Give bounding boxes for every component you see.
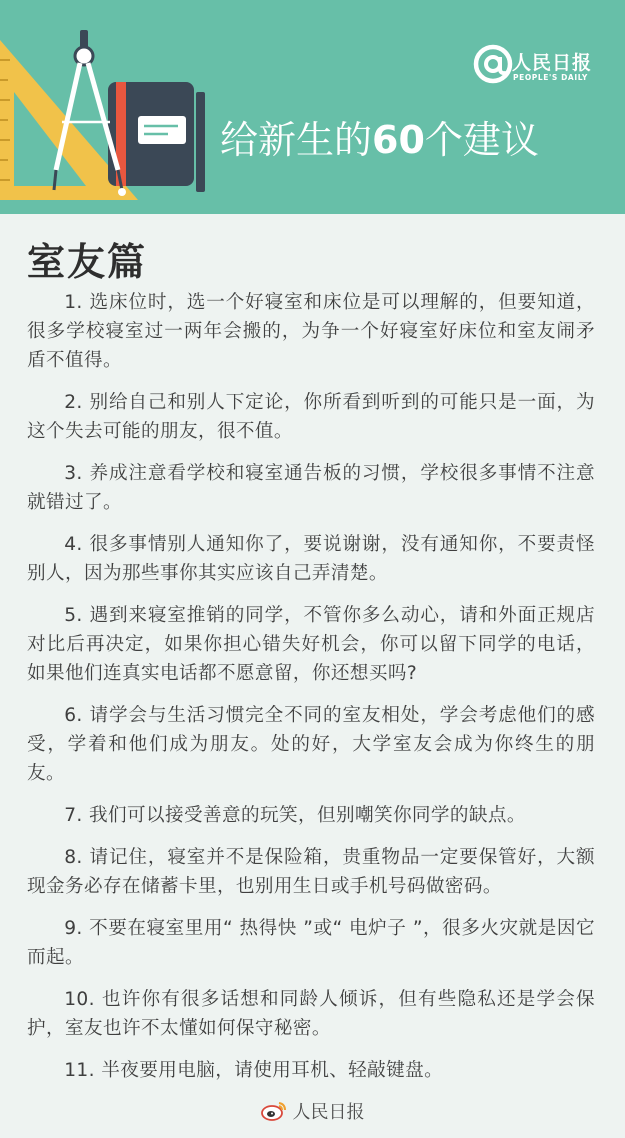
stationery-illustration xyxy=(0,0,215,214)
tip-item: 11. 半夜要用电脑，请使用耳机、轻敲键盘。 xyxy=(64,1060,444,1081)
brand-name: 人民日报 xyxy=(512,52,593,74)
footer-text: 人民日报 xyxy=(292,1102,365,1123)
header-title xyxy=(220,116,539,164)
tip-item: 7. 我们可以接受善意的玩笑，但别嘲笑你同学的缺点。 xyxy=(64,805,526,826)
tip-item: 9. 不要在寝室里用“ 热得快 ”或“ 电炉子 ”，很多火灾就是因它而起。 xyxy=(27,918,595,968)
tip-item: 3. 养成注意看学校和寝室通告板的习惯，学校很多事情不注意就错过了。 xyxy=(27,463,595,513)
header-banner xyxy=(0,0,625,214)
at-sign-icon xyxy=(472,42,516,86)
footer-wrap xyxy=(261,1098,365,1124)
tip-item: 2. 别给自己和别人下定论，你所看到听到的可能只是一面，为这个失去可能的朋友，很不值。 xyxy=(27,392,595,442)
weibo-icon xyxy=(261,1100,287,1122)
title-number: 60 xyxy=(372,118,425,162)
brand-subtitle: PEOPLE'S DAILY xyxy=(513,73,588,82)
tip-item: 6. 请学会与生活习惯完全不同的室友相处，学会考虑他们的感受，学着和他们成为朋友。处的好，大学室友会成为你终生的朋友。 xyxy=(27,705,595,784)
tip-item: 5. 遇到来寝室推销的同学，不管你多么动心，请和外面正规店对比后再决定，如果你担心错失好机会，你可以留下同学的电话，如果他们连真实电话都不愿意留，你还想买吗? xyxy=(27,605,595,684)
section-title: 室友篇 xyxy=(27,240,148,284)
tip-item: 10. 也许你有很多话想和同龄人倾诉，但有些隐私还是学会保护，室友也许不太懂如何保守秘密。 xyxy=(27,989,595,1039)
tip-item: 4. 很多事情别人通知你了，要说谢谢，没有通知你，不要责怪别人，因为那些事你其实应该自己弄清楚。 xyxy=(27,534,595,584)
notebook-icon xyxy=(108,82,205,192)
tip-item: 8. 请记住，寝室并不是保险箱，贵重物品一定要保管好，大额现金务必存在储蓄卡里，也别用生日或手机号码做密码。 xyxy=(27,847,595,897)
footer-watermark xyxy=(0,1098,625,1132)
title-suffix: 个建议 xyxy=(424,118,539,162)
tip-item: 1. 选床位时，选一个好寝室和床位是可以理解的，但要知道，很多学校寝室过一两年会搬的，为争一个好寝室好床位和室友闹矛盾不值得。 xyxy=(27,292,595,371)
tips-list xyxy=(27,288,595,1098)
brand-logo xyxy=(472,42,612,88)
title-prefix: 给新生的 xyxy=(220,118,373,162)
